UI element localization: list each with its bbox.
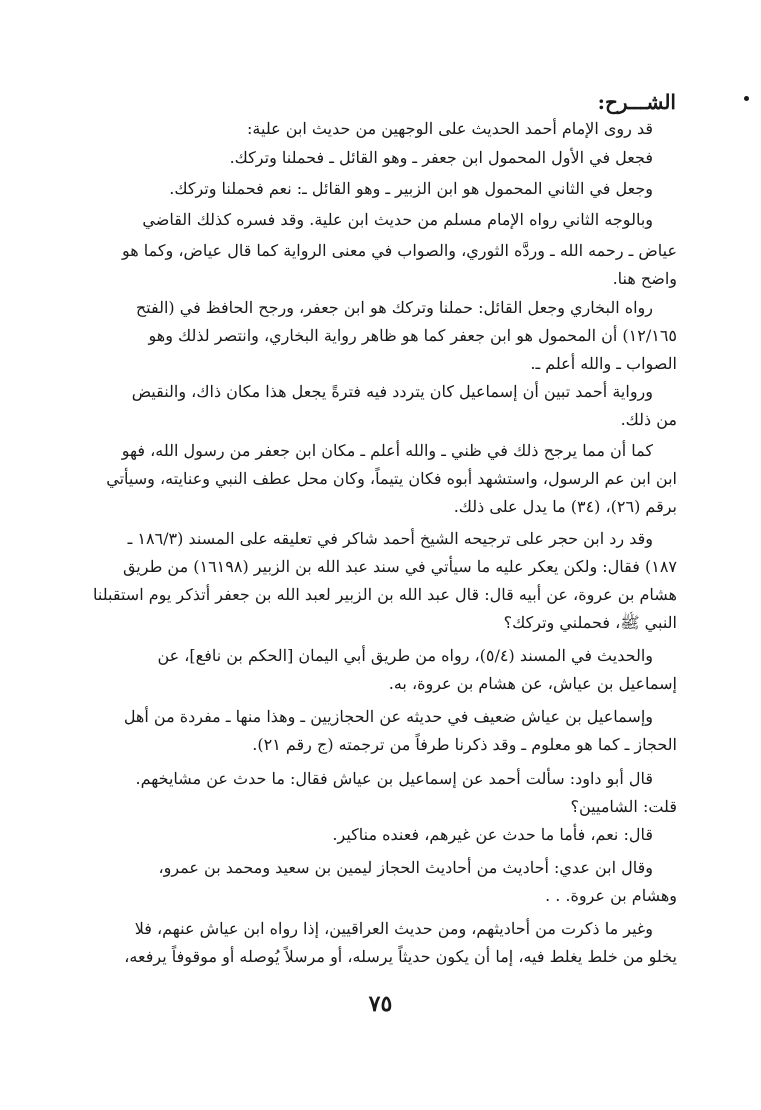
text-line: وإسماعيل بن عياش ضعيف في حديثه عن الحجازيين ـ وهذا منها ـ مفردة من أهل [123,707,653,726]
text-line: ١٢/١٦٥) أن المحمول هو ابن جعفر كما هو ظاهر رواية البخاري، وانتصر لذلك وهو [148,326,677,345]
text-line: عياض ـ رحمه الله ـ وردَّه الثوري، والصواب في معنى الرواية كما قال عياض، وكما هو [122,241,677,260]
text-line: وقال ابن عدي: أحاديث من أحاديث الحجاز ليمين بن سعيد ومحمد بن عمرو، [158,858,653,877]
text-line: ١٨٧) فقال: ولكن يعكر عليه ما سيأتي في سند عبد الله بن الزبير (١٦١٩٨) من طريق [122,557,677,576]
text-line: إسماعيل بن عياش، عن هشام بن عروة، به. [388,674,677,693]
text-line: وقد رد ابن حجر على ترجيحه الشيخ أحمد شاكر في تعليقه على المسند (١٨٦/٣ ـ [127,529,653,548]
text-line: فجعل في الأول المحمول ابن جعفر ـ وهو القائل ـ فحملنا وتركك. [229,148,653,167]
text-line: ابن ابن عم الرسول، واستشهد أبوه فكان يتيماً، وكان محل عطف النبي وعنايته، وسيأتي [106,469,677,488]
text-line: وغير ما ذكرت من أحاديثهم، ومن حديث العراقيين، إذا رواه ابن عياش عنهم، فلا [134,919,653,938]
text-line: قد روى الإمام أحمد الحديث على الوجهين من حديث ابن علية: [247,119,653,138]
text-line: قلت: الشاميين؟ [570,797,677,816]
text-line: وجعل في الثاني المحمول هو ابن الزبير ـ وهو القائل ـ: نعم فحملنا وتركك. [169,179,653,198]
text-line: رواه البخاري وجعل القائل: حملنا وتركك هو ابن جعفر، ورجح الحافظ في (الفتح [135,298,653,317]
text-line: كما أن مما يرجح ذلك في ظني ـ والله أعلم ـ مكان ابن جعفر من رسول الله، فهو [121,441,653,460]
text-line: ورواية أحمد تبين أن إسماعيل كان يتردد فيه فترةً يجعل هذا مكان ذاك، والنقيض [131,382,653,401]
text-line: النبي ﷺ، فحملني وتركك؟ [503,613,677,632]
text-line: برقم (٢٦)، (٣٤) ما يدل على ذلك. [453,497,677,516]
text-line: واضح هنا. [612,269,677,288]
text-line: الصواب ـ والله أعلم ـ. [530,354,677,373]
text-line: يخلو من خلط يغلط فيه، إما أن يكون حديثاً يرسله، أو مرسلاً يُوصله أو موقوفاً يرفعه، [124,947,677,966]
margin-dot [744,96,749,101]
text-line: وهشام بن عروة. . . [545,886,677,905]
text-line: وبالوجه الثاني رواه الإمام مسلم من حديث ابن علية. وقد فسره كذلك القاضي [142,210,653,229]
text-line: من ذلك. [620,410,677,429]
text-line: قال: نعم، فأما ما حدث عن غيرهم، فعنده مناكير. [332,825,653,844]
text-line: والحديث في المسند (٥/٤)، رواه من طريق أبي اليمان [الحكم بن نافع]، عن [157,646,653,665]
text-line: قال أبو داود: سألت أحمد عن إسماعيل بن عياش فقال: ما حدث عن مشايخهم. [135,769,653,788]
section-heading: الشـــرح: [597,90,676,114]
text-line: هشام بن عروة، عن أبيه قال: قال عبد الله بن الزبير لعبد الله بن جعفر أتذكر يوم استقبلنا [93,585,677,604]
text-line: الحجاز ـ كما هو معلوم ـ وقد ذكرنا طرفاً من ترجمته (ج رقم ٢١). [252,735,677,754]
page-number: ٧٥ [368,991,393,1017]
